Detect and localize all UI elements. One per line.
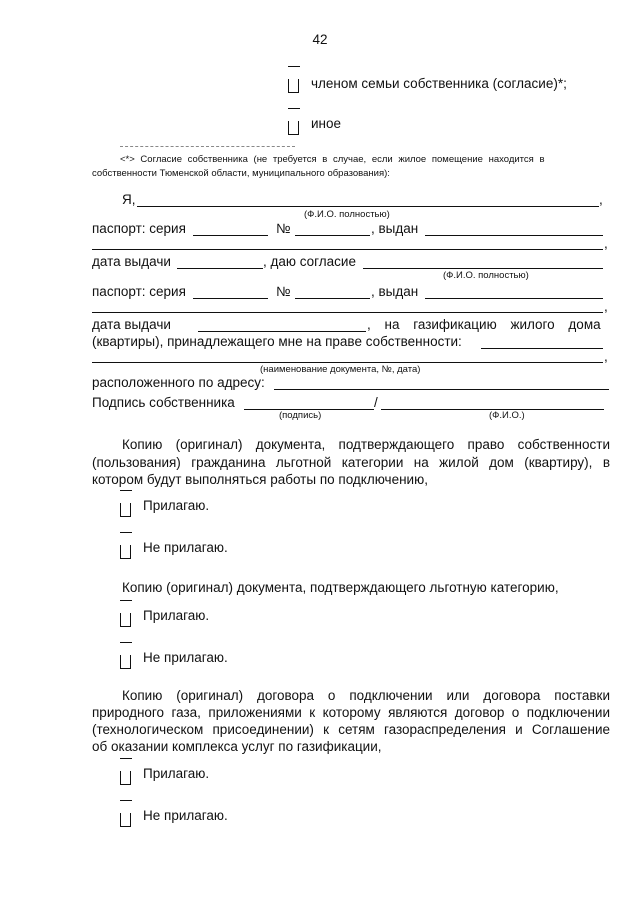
not-attach-label-1: Не прилагаю. xyxy=(143,540,228,555)
para3-line-4: об оказании комплекса услуг по газификации, xyxy=(92,739,382,754)
signature-caption: (подпись) xyxy=(279,410,322,421)
issued-by-field[interactable] xyxy=(425,235,603,236)
checkbox-top-edge xyxy=(120,758,132,759)
not-attach-label-3: Не прилагаю. xyxy=(143,808,228,823)
checkbox-family-member[interactable] xyxy=(288,79,299,93)
issued-by-field-cont[interactable] xyxy=(92,249,603,250)
comma: , xyxy=(604,236,608,251)
para3-line-3: (технологическом присоединении) к сетям газораспределения и Соглашение xyxy=(92,722,610,737)
comma: , xyxy=(604,299,608,314)
not-attach-label-2: Не прилагаю. xyxy=(143,650,228,665)
para3-line-2: природного газа, приложениями к которому являются договор о подключении xyxy=(92,705,610,720)
checkbox-not-attach-2[interactable] xyxy=(120,655,131,669)
address-field[interactable] xyxy=(274,389,609,390)
ownership-doc-field-cont[interactable] xyxy=(92,362,603,363)
consent-person-field[interactable] xyxy=(363,268,603,269)
passport-number-field-2[interactable] xyxy=(295,298,370,299)
passport-series-label-2: паспорт: серия xyxy=(92,284,186,299)
attach-label-1: Прилагаю. xyxy=(143,498,210,513)
checkbox-top-edge xyxy=(120,532,132,533)
checkbox-top-edge xyxy=(120,490,132,491)
footnote-separator xyxy=(120,146,295,147)
checkbox-not-attach-3[interactable] xyxy=(120,813,131,827)
issued-label: , выдан xyxy=(371,221,419,236)
issued-by-field-2-cont[interactable] xyxy=(92,312,603,313)
fio-full-caption-2: (Ф.И.О. полностью) xyxy=(443,270,529,281)
passport-series-field[interactable] xyxy=(193,235,268,236)
ya-label: Я, xyxy=(122,192,136,207)
para1-line-2: (пользования) гражданина льготной категории на жилой дом (квартиру), в xyxy=(92,455,610,470)
issue-date-field[interactable] xyxy=(177,268,263,269)
checkbox-attach-2[interactable] xyxy=(120,613,131,627)
fio-short-caption: (Ф.И.О.) xyxy=(489,410,525,421)
ownership-doc-field[interactable] xyxy=(481,348,603,349)
passport-number-field[interactable] xyxy=(295,235,370,236)
passport-series-field-2[interactable] xyxy=(193,298,268,299)
passport-number-label-2: № xyxy=(276,284,291,299)
checkbox-top-edge xyxy=(120,800,132,801)
footnote-line-1: <*> Согласие собственника (не требуется в случае, если жилое помещение находится в xyxy=(120,154,545,165)
issued-label-2: , выдан xyxy=(371,284,419,299)
ownership-label: (квартиры), принадлежащего мне на праве собственности: xyxy=(92,334,462,349)
attach-label-3: Прилагаю. xyxy=(143,766,210,781)
issue-date-label: дата выдачи xyxy=(92,254,171,269)
owner-name-field[interactable] xyxy=(137,206,599,207)
comma: , xyxy=(599,192,603,207)
comma: , xyxy=(604,349,608,364)
issue-date-field-2[interactable] xyxy=(198,331,366,332)
para3-line-1: Копию (оригинал) договора о подключении или договора поставки xyxy=(122,688,610,703)
checkbox-top-edge xyxy=(288,108,300,109)
checkbox-not-attach-1[interactable] xyxy=(120,545,131,559)
para2-text: Копию (оригинал) документа, подтверждающего льготную категорию, xyxy=(122,580,559,595)
passport-number-label: № xyxy=(276,221,291,236)
consent-label: , даю согласие xyxy=(263,254,356,269)
doc-name-caption: (наименование документа, №, дата) xyxy=(260,364,421,375)
fio-full-caption: (Ф.И.О. полностью) xyxy=(304,209,390,220)
checkbox-top-edge xyxy=(288,66,300,67)
checkbox-attach-3[interactable] xyxy=(120,771,131,785)
address-label: расположенного по адресу: xyxy=(92,375,265,390)
issue-date-label-2: дата выдачи xyxy=(92,317,171,332)
slash: / xyxy=(374,395,378,410)
attach-label-2: Прилагаю. xyxy=(143,608,210,623)
para1-line-3: котором будут выполняться работы по подключению, xyxy=(92,472,428,487)
option-other-label: иное xyxy=(311,116,342,131)
footnote-line-2: собственности Тюменской области, муниципального образования): xyxy=(92,168,390,179)
checkbox-attach-1[interactable] xyxy=(120,503,131,517)
passport-series-label: паспорт: серия xyxy=(92,221,186,236)
para1-line-1: Копию (оригинал) документа, подтверждающего право собственности xyxy=(122,437,610,452)
page-number: 42 xyxy=(312,32,328,47)
owner-signature-label: Подпись собственника xyxy=(92,395,235,410)
option-family-member-label: членом семьи собственника (согласие)*; xyxy=(311,76,567,91)
gasification-label: , на газификацию жилого дома xyxy=(367,317,601,332)
checkbox-other[interactable] xyxy=(288,121,299,135)
issued-by-field-2[interactable] xyxy=(425,298,603,299)
checkbox-top-edge xyxy=(120,642,132,643)
checkbox-top-edge xyxy=(120,600,132,601)
